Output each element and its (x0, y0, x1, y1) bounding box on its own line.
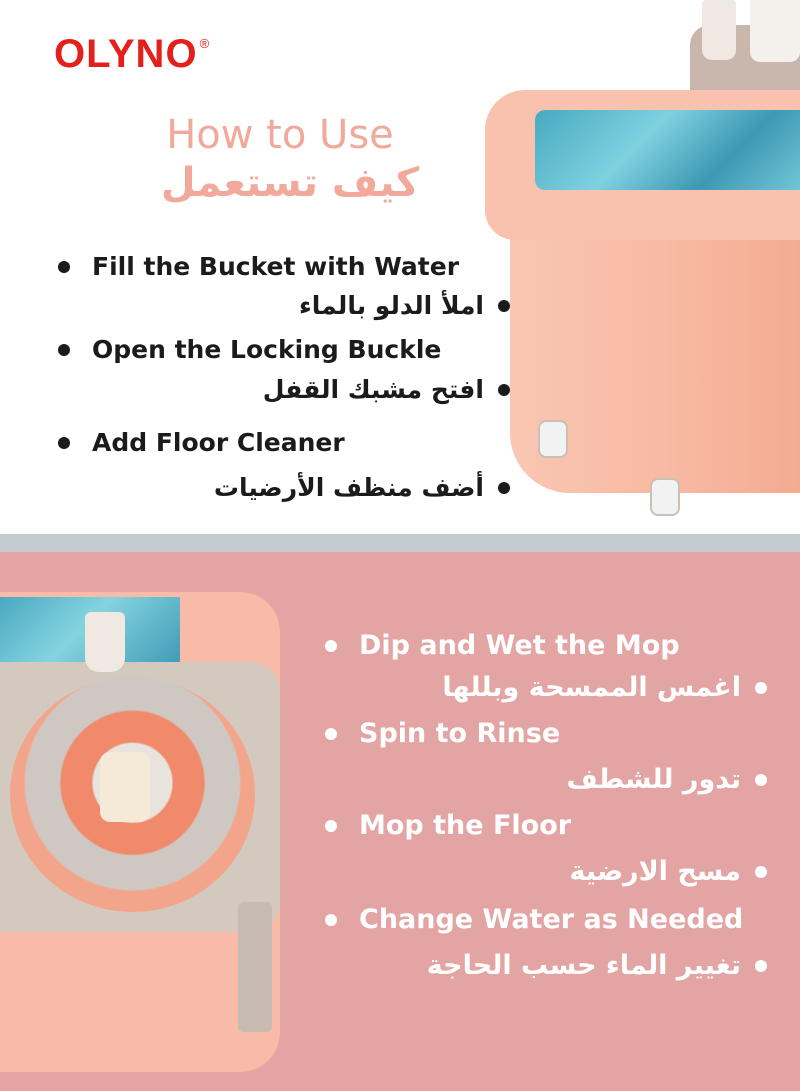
step-2-en: Open the Locking Buckle (58, 335, 441, 364)
step-1-ar: املأ الدلو بالماء (299, 291, 510, 320)
spin-bucket-illustration (0, 552, 300, 1091)
section-divider (0, 534, 800, 552)
step-5-en: Spin to Rinse (325, 718, 560, 749)
soap-dispenser-icon (702, 0, 736, 60)
bullet-icon (755, 682, 767, 694)
step-1-en: Fill the Bucket with Water (58, 252, 459, 281)
bullet-icon (325, 820, 337, 832)
step-3-ar: أضف منظف الأرضيات (214, 473, 510, 502)
step-6-en: Mop the Floor (325, 810, 571, 841)
title-arabic: كيف تستعمل (160, 160, 420, 206)
bullet-icon (755, 774, 767, 786)
bullet-icon (755, 866, 767, 878)
wheel-icon (538, 420, 568, 458)
brand-logo: OLYNO ® (54, 32, 211, 76)
bullet-icon (325, 914, 337, 926)
step-4-en: Dip and Wet the Mop (325, 630, 680, 661)
top-section (0, 0, 800, 534)
bottom-section (0, 552, 800, 1091)
spin-core-icon (100, 752, 150, 822)
step-2-ar: افتح مشبك القفل (263, 375, 510, 404)
bucket-illustration (470, 0, 800, 534)
bullet-icon (325, 728, 337, 740)
step-3-en: Add Floor Cleaner (58, 428, 345, 457)
soap-dispenser-icon (85, 612, 125, 672)
bullet-icon (755, 960, 767, 972)
locking-buckle-icon (238, 902, 272, 1032)
step-6-ar: مسح الارضية (570, 856, 767, 887)
water-icon (535, 110, 800, 190)
step-4-ar: اغمس الممسحة وبللها (442, 672, 767, 703)
step-7-ar: تغيير الماء حسب الحاجة (427, 950, 767, 981)
step-5-ar: تدور للشطف (566, 764, 767, 795)
step-7-en: Change Water as Needed (325, 904, 743, 935)
bullet-icon (325, 640, 337, 652)
bullet-icon (58, 437, 70, 449)
mop-head-icon (750, 0, 800, 62)
title-english: How to Use (166, 112, 394, 158)
wheel-icon (650, 478, 680, 516)
bullet-icon (58, 344, 70, 356)
bullet-icon (58, 261, 70, 273)
